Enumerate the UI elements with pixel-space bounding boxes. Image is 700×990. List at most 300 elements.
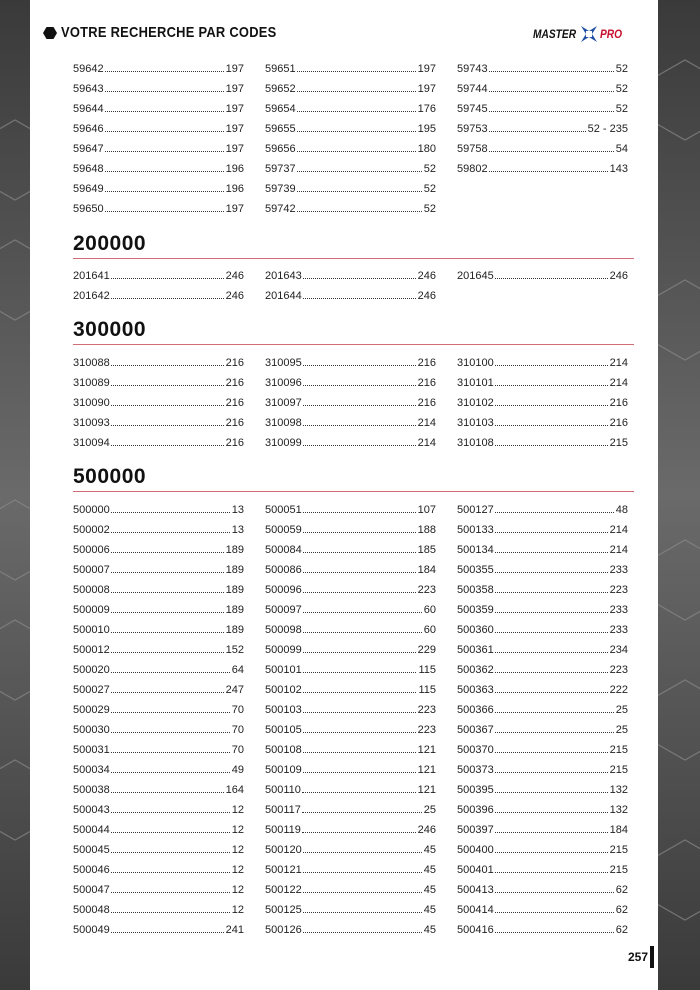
entry-code: 500122: [265, 884, 302, 896]
dot-leader: [495, 911, 614, 913]
entry-page: 121: [417, 744, 436, 756]
index-entry: [457, 876, 628, 896]
dot-leader: [111, 444, 224, 446]
entry-code: 59655: [265, 123, 296, 135]
index-entry: [73, 776, 244, 796]
index-entry: [457, 616, 628, 636]
entry-page: 246: [225, 290, 244, 302]
dot-leader: [495, 931, 614, 933]
entry-code: 500049: [73, 924, 110, 936]
entry-code: 59802: [457, 163, 488, 175]
entry-code: 500051: [265, 504, 302, 516]
index-row: [73, 155, 628, 175]
index-entry: [265, 816, 436, 836]
dot-leader: [111, 364, 224, 366]
entry-page: 247: [225, 684, 244, 696]
entry-code: 500059: [265, 524, 302, 536]
entry-page: 216: [609, 417, 628, 429]
dot-leader: [489, 170, 608, 172]
entry-page: 45: [423, 844, 436, 856]
dot-leader: [495, 277, 608, 279]
entry-code: 500038: [73, 784, 110, 796]
index-entry: [73, 409, 244, 429]
index-row: [73, 876, 628, 896]
entry-page: 132: [609, 804, 628, 816]
entry-page: 54: [615, 143, 628, 155]
entry-code: 500008: [73, 584, 110, 596]
entry-code: 500047: [73, 884, 110, 896]
entry-code: 59654: [265, 103, 296, 115]
dot-leader: [303, 631, 422, 633]
dot-leader: [495, 551, 608, 553]
dot-leader: [105, 170, 224, 172]
entry-page: 189: [225, 544, 244, 556]
index-entry: [265, 409, 436, 429]
index-row: [73, 696, 628, 716]
dot-leader: [489, 90, 614, 92]
index-entry: [457, 676, 628, 696]
section-title: 500000: [73, 465, 147, 488]
dot-leader: [297, 70, 416, 72]
entry-page: 214: [609, 544, 628, 556]
index-row: [73, 349, 628, 369]
page-title: VOTRE RECHERCHE PAR CODES: [61, 24, 277, 41]
entry-code: 500034: [73, 764, 110, 776]
entry-code: 500125: [265, 904, 302, 916]
dot-leader: [495, 651, 608, 653]
dot-leader: [297, 110, 416, 112]
entry-page: 184: [609, 824, 628, 836]
section-heading-500000: [73, 461, 634, 492]
entry-page: 233: [609, 564, 628, 576]
index-row: [73, 175, 628, 195]
entry-page: 197: [225, 203, 244, 215]
entry-page: 188: [417, 524, 436, 536]
index-entry: [265, 576, 436, 596]
index-row: [73, 195, 628, 215]
entry-code: 500099: [265, 644, 302, 656]
entry-page: 48: [615, 504, 628, 516]
index-entry: [73, 135, 244, 155]
index-entry: [265, 876, 436, 896]
entry-page: 195: [417, 123, 436, 135]
index-entry: [457, 916, 628, 936]
dot-leader: [303, 771, 416, 773]
entry-page: 180: [417, 143, 436, 155]
index-entry: [73, 516, 244, 536]
index-row: [73, 596, 628, 616]
index-entry: [73, 596, 244, 616]
index-row: [73, 75, 628, 95]
entry-page: 223: [417, 704, 436, 716]
index-entry: [457, 756, 628, 776]
index-block-300000: [73, 349, 628, 449]
index-row: [73, 576, 628, 596]
entry-code: 500367: [457, 724, 494, 736]
dot-leader: [303, 297, 416, 299]
entry-page: 197: [417, 63, 436, 75]
entry-page: 246: [417, 824, 436, 836]
entry-code: 59646: [73, 123, 104, 135]
dot-leader: [302, 831, 416, 833]
entry-code: 500127: [457, 504, 494, 516]
entry-page: 197: [225, 123, 244, 135]
dot-leader: [111, 571, 224, 573]
index-entry: [265, 155, 436, 175]
index-entry: [73, 616, 244, 636]
entry-page: 215: [609, 744, 628, 756]
entry-code: 500119: [265, 824, 301, 836]
index-entry: [265, 616, 436, 636]
index-block-500000: [73, 496, 628, 936]
dot-leader: [303, 364, 416, 366]
index-entry: [73, 876, 244, 896]
dot-leader: [303, 871, 422, 873]
dot-leader: [111, 404, 224, 406]
logo-star-icon: [579, 24, 599, 44]
entry-page: 52: [423, 163, 436, 175]
entry-page: 189: [225, 624, 244, 636]
entry-code: 59648: [73, 163, 104, 175]
index-entry: [457, 115, 628, 135]
dot-leader: [111, 731, 230, 733]
entry-code: 59650: [73, 203, 104, 215]
dot-leader: [303, 531, 416, 533]
dot-leader: [495, 891, 614, 893]
dot-leader: [111, 811, 230, 813]
dot-leader: [111, 931, 224, 933]
entry-code: 500400: [457, 844, 494, 856]
dot-leader: [303, 591, 416, 593]
entry-code: 500103: [265, 704, 302, 716]
index-entry: [457, 516, 628, 536]
masterpro-logo: [533, 24, 629, 46]
index-block-59xxx: [73, 55, 628, 215]
index-entry: [457, 496, 628, 516]
entry-page: 197: [225, 83, 244, 95]
dot-leader: [111, 791, 224, 793]
entry-code: 500110: [265, 784, 301, 796]
entry-code: 310096: [265, 377, 302, 389]
entry-code: 500009: [73, 604, 110, 616]
dot-leader: [303, 571, 416, 573]
entry-code: 500120: [265, 844, 302, 856]
entry-page: 223: [417, 584, 436, 596]
entry-code: 310097: [265, 397, 302, 409]
dot-leader: [495, 444, 608, 446]
entry-code: 500020: [73, 664, 110, 676]
entry-code: 500002: [73, 524, 110, 536]
index-entry: [73, 282, 244, 302]
entry-code: 310099: [265, 437, 302, 449]
index-entry: [73, 195, 244, 215]
entry-code: 500046: [73, 864, 110, 876]
index-entry: [457, 816, 628, 836]
dot-leader: [303, 611, 422, 613]
entry-page: 12: [231, 904, 244, 916]
index-entry: [73, 95, 244, 115]
dot-leader: [495, 791, 608, 793]
entry-code: 500084: [265, 544, 302, 556]
index-row: [73, 916, 628, 936]
index-entry: [265, 349, 436, 369]
dot-leader: [111, 424, 224, 426]
dot-leader: [303, 277, 416, 279]
index-entry: [73, 696, 244, 716]
dot-leader: [495, 851, 608, 853]
entry-page: 12: [231, 804, 244, 816]
index-entry: [457, 836, 628, 856]
index-entry: [265, 776, 436, 796]
dot-leader: [111, 831, 230, 833]
entry-code: 500012: [73, 644, 110, 656]
entry-code: 59649: [73, 183, 104, 195]
entry-code: 500109: [265, 764, 302, 776]
entry-code: 500027: [73, 684, 110, 696]
entry-code: 500355: [457, 564, 494, 576]
entry-page: 216: [417, 377, 436, 389]
index-entry: [457, 556, 628, 576]
index-entry: [73, 429, 244, 449]
entry-page: 215: [609, 437, 628, 449]
dot-leader: [111, 891, 230, 893]
entry-code: 500416: [457, 924, 494, 936]
entry-code: 201643: [265, 270, 302, 282]
entry-code: 500117: [265, 804, 301, 816]
index-entry: [73, 175, 244, 195]
dot-leader: [105, 110, 224, 112]
index-row: [73, 716, 628, 736]
dot-leader: [495, 631, 608, 633]
dot-leader: [495, 731, 614, 733]
index-entry: [265, 636, 436, 656]
index-row: [73, 262, 628, 282]
index-entry: [457, 409, 628, 429]
entry-code: 500108: [265, 744, 302, 756]
index-entry: [73, 576, 244, 596]
dot-leader: [111, 711, 230, 713]
entry-page: 70: [231, 704, 244, 716]
dot-leader: [105, 130, 224, 132]
entry-page: 121: [417, 784, 436, 796]
dot-leader: [303, 404, 416, 406]
dot-leader: [302, 791, 416, 793]
entry-page: 13: [231, 504, 244, 516]
dot-leader: [489, 130, 586, 132]
dot-leader: [111, 384, 224, 386]
index-entry: [457, 696, 628, 716]
dot-leader: [105, 70, 224, 72]
dot-leader: [495, 711, 614, 713]
dot-leader: [303, 671, 417, 673]
entry-page: 185: [417, 544, 436, 556]
entry-page: 12: [231, 824, 244, 836]
entry-page: 246: [417, 290, 436, 302]
entry-code: 500126: [265, 924, 302, 936]
entry-code: 500102: [265, 684, 302, 696]
index-entry: [265, 75, 436, 95]
entry-page: 12: [231, 884, 244, 896]
index-row: [73, 55, 628, 75]
index-entry: [73, 536, 244, 556]
dot-leader: [489, 70, 614, 72]
entry-page: 214: [417, 437, 436, 449]
index-entry: [73, 836, 244, 856]
dot-leader: [495, 671, 608, 673]
entry-code: 310094: [73, 437, 110, 449]
index-entry: [73, 736, 244, 756]
index-row: [73, 616, 628, 636]
index-entry: [457, 536, 628, 556]
index-entry: [73, 676, 244, 696]
index-entry: [457, 389, 628, 409]
entry-page: 52: [615, 83, 628, 95]
index-entry: [265, 516, 436, 536]
entry-code: 59744: [457, 83, 488, 95]
index-entry: [457, 369, 628, 389]
index-row: [73, 135, 628, 155]
hexagon-bullet-icon: [43, 26, 57, 40]
dot-leader: [303, 911, 422, 913]
entry-code: 310090: [73, 397, 110, 409]
dot-leader: [303, 424, 416, 426]
index-entry: [265, 389, 436, 409]
entry-page: 52: [615, 103, 628, 115]
index-entry: [265, 756, 436, 776]
entry-page: 45: [423, 924, 436, 936]
index-entry: [73, 856, 244, 876]
index-entry: [457, 776, 628, 796]
index-row: [73, 389, 628, 409]
entry-page: 70: [231, 744, 244, 756]
index-entry: [457, 349, 628, 369]
index-entry: [73, 55, 244, 75]
dot-leader: [303, 711, 416, 713]
entry-code: 500045: [73, 844, 110, 856]
page-number: 257: [627, 950, 648, 964]
entry-code: 500134: [457, 544, 494, 556]
dot-leader: [495, 611, 608, 613]
section-title: 200000: [73, 232, 147, 255]
index-row: [73, 556, 628, 576]
entry-page: 215: [609, 764, 628, 776]
dot-leader: [495, 831, 608, 833]
entry-code: 310093: [73, 417, 110, 429]
dot-leader: [303, 891, 422, 893]
entry-page: 107: [417, 504, 436, 516]
index-entry: [457, 95, 628, 115]
index-entry: [457, 55, 628, 75]
entry-code: 310095: [265, 357, 302, 369]
entry-page: 60: [423, 604, 436, 616]
index-entry: [265, 195, 436, 215]
entry-code: 500361: [457, 644, 494, 656]
entry-code: 500395: [457, 784, 494, 796]
index-entry: [265, 55, 436, 75]
entry-code: 59651: [265, 63, 296, 75]
entry-code: 500098: [265, 624, 302, 636]
index-row: [73, 796, 628, 816]
index-entry: [457, 716, 628, 736]
dot-leader: [495, 404, 608, 406]
index-entry: [457, 576, 628, 596]
entry-page: 62: [615, 924, 628, 936]
entry-page: 196: [225, 183, 244, 195]
dot-leader: [111, 871, 230, 873]
entry-code: 500105: [265, 724, 302, 736]
index-block-200000: [73, 262, 628, 302]
index-entry: [73, 556, 244, 576]
index-entry: [73, 115, 244, 135]
entry-page: 233: [609, 604, 628, 616]
section-title: 300000: [73, 318, 147, 341]
entry-page: 229: [417, 644, 436, 656]
index-entry: [73, 716, 244, 736]
dot-leader: [302, 811, 422, 813]
dot-leader: [495, 384, 608, 386]
index-entry: [265, 596, 436, 616]
section-heading-300000: [73, 314, 634, 345]
entry-page: 143: [609, 163, 628, 175]
entry-code: 310108: [457, 437, 494, 449]
index-row: [73, 496, 628, 516]
entry-page: 197: [417, 83, 436, 95]
dot-leader: [111, 631, 224, 633]
index-entry: [457, 796, 628, 816]
dot-leader: [111, 611, 224, 613]
dot-leader: [111, 671, 230, 673]
dot-leader: [297, 130, 416, 132]
entry-page: 49: [231, 764, 244, 776]
entry-page: 45: [423, 884, 436, 896]
index-entry: [265, 556, 436, 576]
entry-code: 310098: [265, 417, 302, 429]
entry-code: 59656: [265, 143, 296, 155]
entry-page: 214: [609, 377, 628, 389]
dot-leader: [495, 771, 608, 773]
entry-page: 197: [225, 103, 244, 115]
dot-leader: [111, 691, 224, 693]
index-entry: [73, 896, 244, 916]
entry-page: 64: [231, 664, 244, 676]
entry-page: 189: [225, 604, 244, 616]
index-row: [73, 836, 628, 856]
entry-page: 214: [609, 357, 628, 369]
entry-code: 500048: [73, 904, 110, 916]
index-entry: [265, 836, 436, 856]
entry-code: 59737: [265, 163, 296, 175]
index-entry: [73, 496, 244, 516]
index-row: [73, 282, 628, 302]
entry-page: 121: [417, 764, 436, 776]
entry-code: 59742: [265, 203, 296, 215]
entry-code: 201642: [73, 290, 110, 302]
entry-code: 500358: [457, 584, 494, 596]
dot-leader: [111, 771, 230, 773]
entry-code: 310103: [457, 417, 494, 429]
dot-leader: [303, 511, 416, 513]
entry-code: 500362: [457, 664, 494, 676]
dot-leader: [495, 364, 608, 366]
dot-leader: [105, 150, 224, 152]
index-entry: [457, 596, 628, 616]
index-entry: [265, 916, 436, 936]
index-entry: [457, 135, 628, 155]
entry-page: 70: [231, 724, 244, 736]
index-entry: [457, 656, 628, 676]
index-row: [73, 369, 628, 389]
entry-code: 500121: [265, 864, 302, 876]
